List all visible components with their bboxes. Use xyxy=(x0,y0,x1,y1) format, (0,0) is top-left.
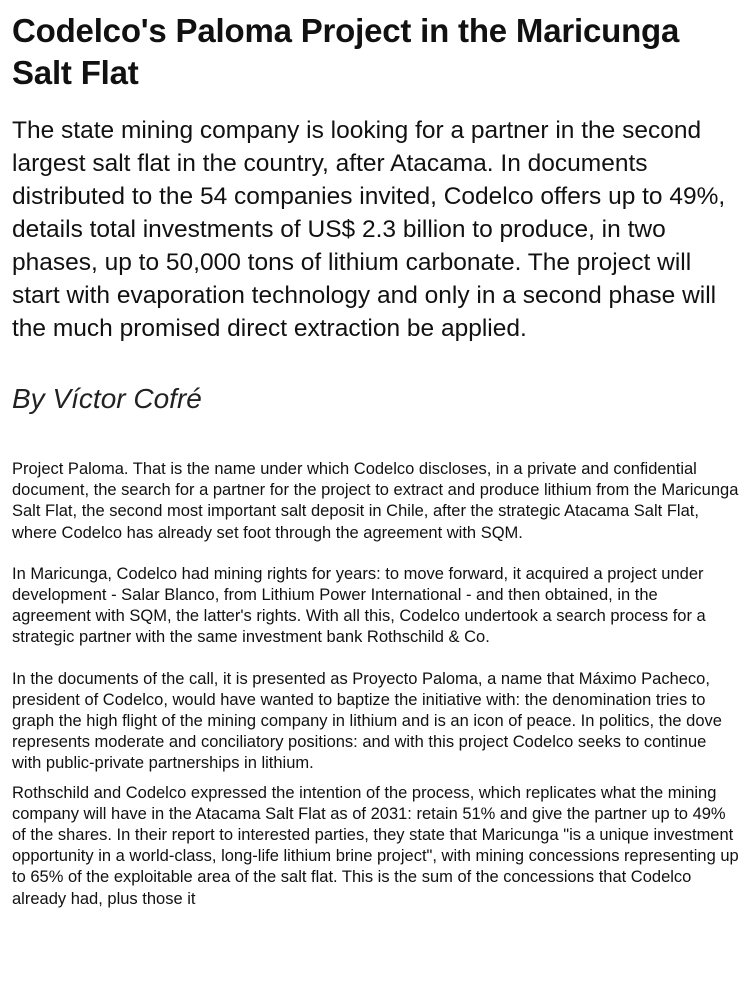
article-byline: By Víctor Cofré xyxy=(12,383,202,414)
article xyxy=(12,0,740,910)
article-headline: Codelco's Paloma Project in the Maricunga Salt Flat xyxy=(12,12,680,91)
body-paragraph: In Maricunga, Codelco had mining rights for years: to move forward, it acquired a project under development - Salar Blanco, from Lithium Power International - and then obtained, in the agreement with SQM, the latter's rights. With all this, Codelco undertook a search process for a strategic partner with the same investment bank Rothschild & Co. xyxy=(12,564,706,647)
body-paragraph: Project Paloma. That is the name under which Codelco discloses, in a private and confidential document, the search for a partner for the project to extract and produce lithium from the Maricunga Salt Flat, the second most important salt deposit in Chile, after the strategic Atacama Salt Flat, where Codelco has already set foot through the agreement with SQM. xyxy=(12,460,739,542)
body-paragraph: Rothschild and Codelco expressed the intention of the process, which replicates what the mining company will have in the Atacama Salt Flat as of 2031: retain 51% and give the partner up to 49% of the shares. In their report to interested parties, they state that Maricunga "is a unique investment opportunity in a world-class, long-life lithium brine project", with mining concessions representing up to 65% of the exploitable area of the salt flat. This is the sum of the concessions that Codelco already had, plus those it xyxy=(12,783,739,908)
body-paragraph: In the documents of the call, it is presented as Proyecto Paloma, a name that Máximo Pacheco, president of Codelco, would have wanted to baptize the initiative with: the denomination tries to graph the high flight of the mining company in lithium and is an icon of peace. In politics, the dove represents moderate and conciliatory positions: and with this project Codelco seeks to continue with public-private partnerships in lithium. xyxy=(12,669,722,773)
article-lede: The state mining company is looking for a partner in the second largest salt flat in the country, after Atacama. In documents distributed to the 54 companies invited, Codelco offers up to 49%, details total investments of US$ 2.3 billion to produce, in two phases, up to 50,000 tons of lithium carbonate. The project will start with evaporation technology and only in a second phase will the much promised direct extraction be applied. xyxy=(12,117,726,342)
article-body xyxy=(12,459,740,910)
